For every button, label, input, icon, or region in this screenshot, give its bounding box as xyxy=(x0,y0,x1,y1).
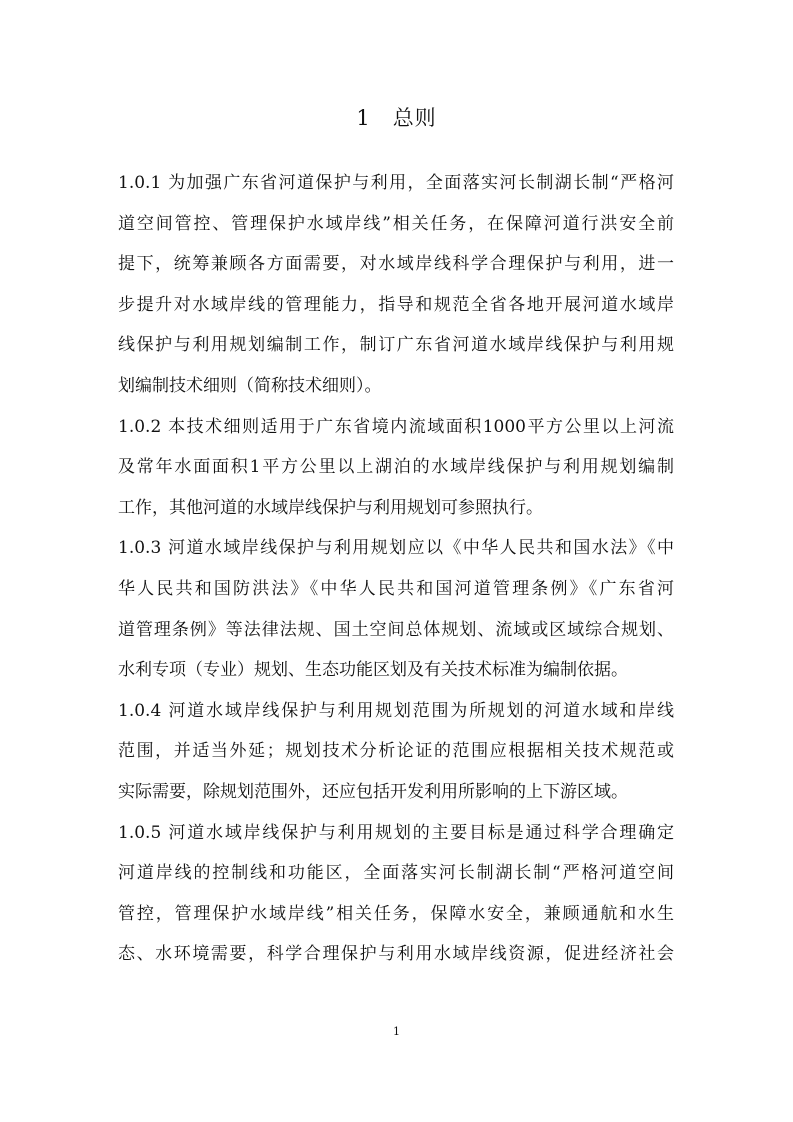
text-line: 范围，并适当外延；规划技术分析论证的范围应根据相关技术规范或 xyxy=(118,741,674,762)
text-line: 步提升对水域岸线的管理能力，指导和规范全省各地开展河道水域岸 xyxy=(118,294,674,315)
clause-1-0-2 xyxy=(118,407,674,529)
clause-1-0-1 xyxy=(118,163,674,407)
text-line: 1.0.4 河道水域岸线保护与利用规划范围为所规划的河道水域和岸线 xyxy=(118,700,674,721)
chapter-title-text: 总则 xyxy=(392,106,437,130)
text-line: 提下，统筹兼顾各方面需要，对水域岸线科学合理保护与利用，进一 xyxy=(118,254,674,275)
text-line: 1.0.2 本技术细则适用于广东省境内流域面积1000平方公里以上河流 xyxy=(118,416,674,437)
text-line: 划编制技术细则（简称技术细则）。 xyxy=(118,375,382,396)
text-line: 1.0.3 河道水域岸线保护与利用规划应以《中华人民共和国水法》《中 xyxy=(118,538,674,559)
clause-1-0-3 xyxy=(118,528,674,690)
clause-1-0-4 xyxy=(118,691,674,813)
text-line: 及常年水面面积1平方公里以上湖泊的水域岸线保护与利用规划编制 xyxy=(118,457,674,478)
text-line: 1.0.1 为加强广东省河道保护与利用，全面落实河长制湖长制“严格河 xyxy=(118,173,674,193)
document-body xyxy=(118,163,674,975)
text-line: 线保护与利用规划编制工作，制订广东省河道水域岸线保护与利用规 xyxy=(118,335,674,356)
text-line: 实际需要，除规划范围外，还应包括开发利用所影响的上下游区域。 xyxy=(118,781,628,802)
page-number: 1 xyxy=(393,1025,400,1038)
text-line: 河道岸线的控制线和功能区，全面落实河长制湖长制“严格河道空间 xyxy=(118,863,674,884)
chapter-number: 1 xyxy=(356,106,371,130)
text-line: 道管理条例》等法律法规、国土空间总体规划、流域或区域综合规划、 xyxy=(118,619,674,640)
text-line: 1.0.5 河道水域岸线保护与利用规划的主要目标是通过科学合理确定 xyxy=(118,822,674,843)
text-line: 态、水环境需要，科学合理保护与利用水域岸线资源，促进经济社会 xyxy=(118,944,674,965)
clause-1-0-5 xyxy=(118,813,674,975)
text-line: 管控，管理保护水域岸线”相关任务，保障水安全，兼顾通航和水生 xyxy=(118,903,674,924)
text-line: 华人民共和国防洪法》《中华人民共和国河道管理条例》《广东省河 xyxy=(118,578,674,599)
chapter-title xyxy=(0,104,793,132)
text-line: 水利专项（专业）规划、生态功能区划及有关技术标准为编制依据。 xyxy=(118,660,628,681)
text-line: 道空间管控、管理保护水域岸线”相关任务，在保障河道行洪安全前 xyxy=(118,213,674,234)
text-line: 工作，其他河道的水域岸线保护与利用规划可参照执行。 xyxy=(118,497,543,518)
